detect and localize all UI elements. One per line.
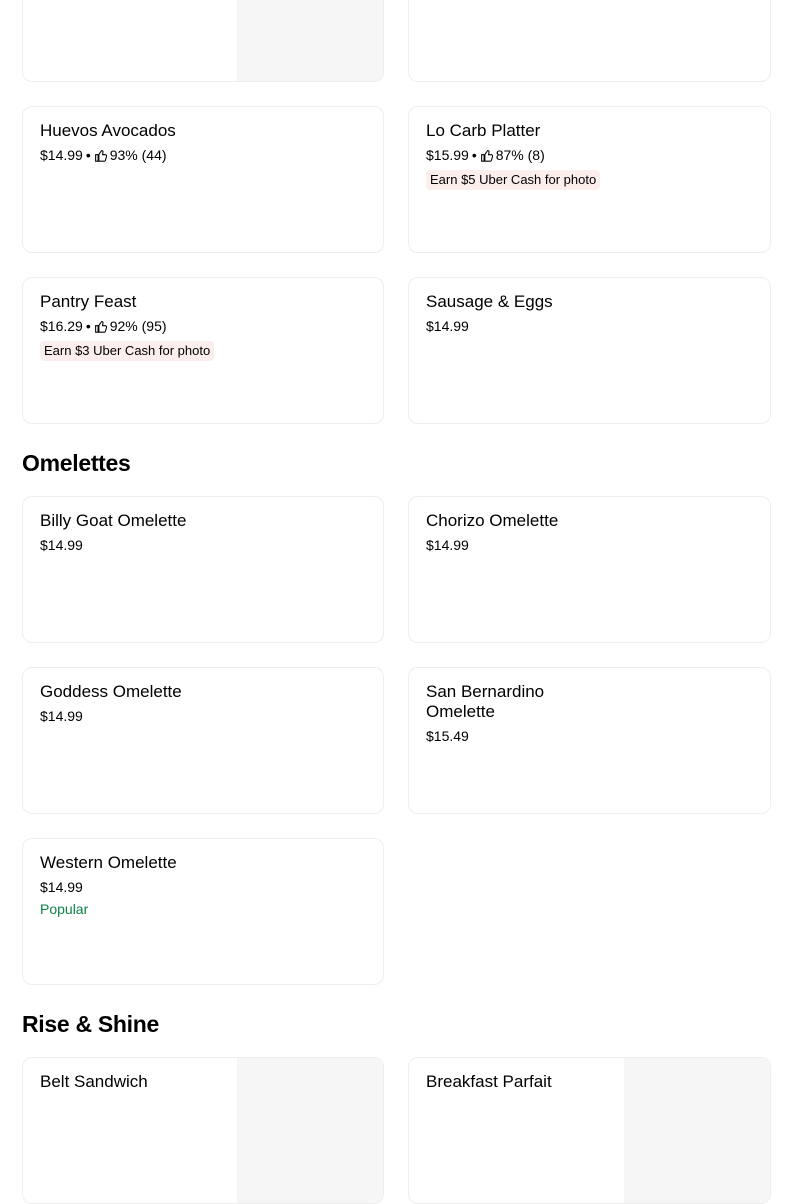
menu-item-billy-goat-omelette[interactable] bbox=[22, 496, 384, 643]
item-rating: 92% (95) bbox=[109, 318, 167, 334]
item-image bbox=[237, 0, 383, 81]
item-meta bbox=[426, 536, 646, 554]
item-meta bbox=[40, 536, 260, 554]
menu-item-card[interactable] bbox=[22, 0, 384, 82]
item-title: Goddess Omelette bbox=[40, 682, 182, 701]
item-title: Lo Carb Platter bbox=[426, 121, 541, 140]
thumbs-up-icon bbox=[480, 149, 493, 162]
menu-item-goddess-omelette[interactable] bbox=[22, 667, 384, 814]
menu-item-lo-carb-platter[interactable] bbox=[408, 106, 771, 253]
section-title-rise-shine: Rise & Shine bbox=[22, 1011, 159, 1037]
menu-item-belt-sandwich[interactable] bbox=[22, 1057, 384, 1204]
menu-item-san-bernardino-omelette[interactable] bbox=[408, 667, 771, 814]
item-price: $14.99 bbox=[40, 708, 83, 724]
promo-badge: Earn $5 Uber Cash for photo bbox=[426, 170, 600, 190]
item-meta bbox=[40, 707, 260, 725]
item-meta bbox=[40, 146, 260, 164]
item-price: $14.99 bbox=[40, 147, 83, 163]
item-meta bbox=[426, 317, 646, 335]
thumbs-up-icon bbox=[94, 320, 107, 333]
item-price: $14.99 bbox=[40, 879, 83, 895]
item-meta bbox=[426, 146, 646, 164]
item-meta bbox=[40, 317, 260, 335]
separator: • bbox=[85, 147, 91, 163]
menu-item-card[interactable] bbox=[408, 0, 771, 82]
item-title: Chorizo Omelette bbox=[426, 511, 559, 530]
menu-item-western-omelette[interactable] bbox=[22, 838, 384, 985]
item-title: Huevos Avocados bbox=[40, 121, 176, 140]
item-price: $16.29 bbox=[40, 318, 83, 334]
item-meta bbox=[40, 878, 260, 896]
item-meta bbox=[426, 727, 576, 745]
promo-badge: Earn $3 Uber Cash for photo bbox=[40, 341, 214, 361]
item-title: Western Omelette bbox=[40, 853, 177, 872]
popular-badge: Popular bbox=[40, 901, 89, 917]
menu-item-pantry-feast[interactable] bbox=[22, 277, 384, 424]
item-rating: 93% (44) bbox=[109, 147, 167, 163]
item-title: Sausage & Eggs bbox=[426, 292, 553, 311]
item-title: Belt Sandwich bbox=[40, 1072, 148, 1091]
separator: • bbox=[471, 147, 477, 163]
menu-item-huevos-avocados[interactable] bbox=[22, 106, 384, 253]
menu-item-breakfast-parfait[interactable] bbox=[408, 1057, 771, 1204]
item-title: Pantry Feast bbox=[40, 292, 137, 311]
item-price: $14.99 bbox=[40, 537, 83, 553]
section-title-omelettes: Omelettes bbox=[22, 450, 131, 476]
item-title: Breakfast Parfait bbox=[426, 1072, 552, 1091]
item-title: San Bernardino Omelette bbox=[426, 682, 545, 721]
item-rating: 87% (8) bbox=[495, 147, 545, 163]
item-title: Billy Goat Omelette bbox=[40, 511, 187, 530]
item-price: $15.49 bbox=[426, 728, 469, 744]
separator: • bbox=[85, 318, 91, 334]
menu-item-sausage-eggs[interactable] bbox=[408, 277, 771, 424]
item-price: $14.99 bbox=[426, 537, 469, 553]
menu-item-chorizo-omelette[interactable] bbox=[408, 496, 771, 643]
item-price: $14.99 bbox=[426, 318, 469, 334]
item-price: $15.99 bbox=[426, 147, 469, 163]
thumbs-up-icon bbox=[94, 149, 107, 162]
